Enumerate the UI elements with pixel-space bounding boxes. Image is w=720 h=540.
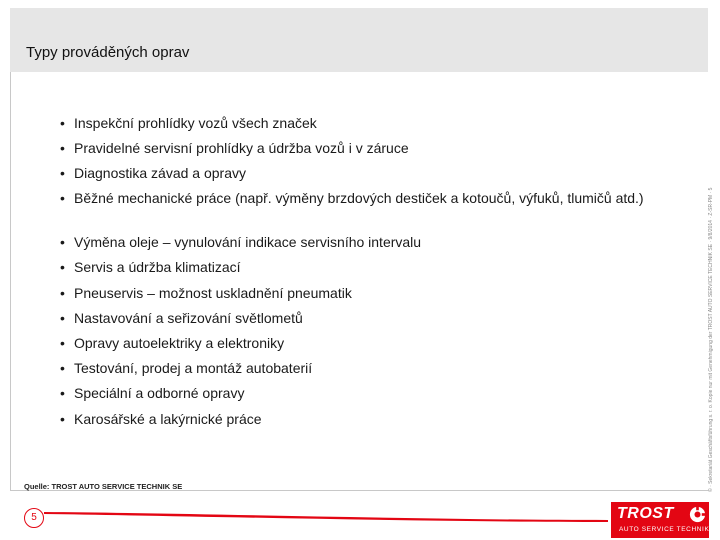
list-item [60,234,700,251]
list-item-text: Speciální a odborné opravy [74,385,245,401]
list-item [60,310,700,327]
list-item-text: Běžné mechanické práce (např. výměny brzdových destiček a kotoučů, výfuků, tlumičů atd.) [74,190,644,206]
list-item-text: Inspekční prohlídky vozů všech značek [74,115,317,131]
list-item [60,335,700,352]
list-item [60,360,700,377]
list-item-text: Diagnostika závad a opravy [74,165,246,181]
footer-ribbon [44,510,608,522]
bullet-symbol: • [60,115,65,131]
bullet-symbol: • [60,259,65,275]
list-item [60,115,700,132]
trost-logo [611,502,709,538]
bullet-symbol: • [60,310,65,326]
page-title: Typy prováděných oprav [26,44,190,61]
list-item-text: Opravy autoelektriky a elektroniky [74,335,285,351]
list-item [60,385,700,402]
list-item-text: Testování, prodej a montáž autobaterií [74,360,313,376]
frame-divider-left [10,72,11,490]
bullet-symbol: • [60,140,65,156]
logo-tagline: AUTO SERVICE TECHNIK [619,526,710,533]
bullet-symbol: • [60,385,65,401]
bullet-symbol: • [60,411,65,427]
list-item [60,190,700,207]
source-note: Quelle: TROST AUTO SERVICE TECHNIK SE [24,482,183,491]
list-item [60,285,700,302]
gear-wrench-icon [688,505,707,524]
bullet-symbol: • [60,190,65,206]
list-item-text: Karosářské a lakýrnické práce [74,411,262,427]
header-band [10,8,708,72]
list-item-text: Pneuservis – možnost uskladnění pneumatik [74,285,352,301]
bullet-symbol: • [60,234,65,250]
copyright-note: © · Sekretariát Geschäftsführung s. r. o. Kopie nur mit Genehmigung der TROST AUTO SERVICE TECHNIK SE · 9/8/2014 · Z-SR-PM · 5 [708,187,714,492]
list-item-text: Pravidelné servisní prohlídky a údržba vozů i v záruce [74,140,409,156]
page-number: 5 [24,508,44,528]
logo-wordmark: TROST [617,505,674,522]
bullet-symbol: • [60,285,65,301]
list-item [60,140,700,157]
list-item [60,259,700,276]
bullet-symbol: • [60,335,65,351]
list-item-text: Nastavování a seřizování světlometů [74,310,303,326]
list-item [60,411,700,428]
bullet-symbol: • [60,360,65,376]
list-item-text: Servis a údržba klimatizací [74,259,241,275]
list-item-text: Výměna oleje – vynulování indikace servisního intervalu [74,234,422,250]
bullet-symbol: • [60,165,65,181]
list-item [60,165,700,182]
